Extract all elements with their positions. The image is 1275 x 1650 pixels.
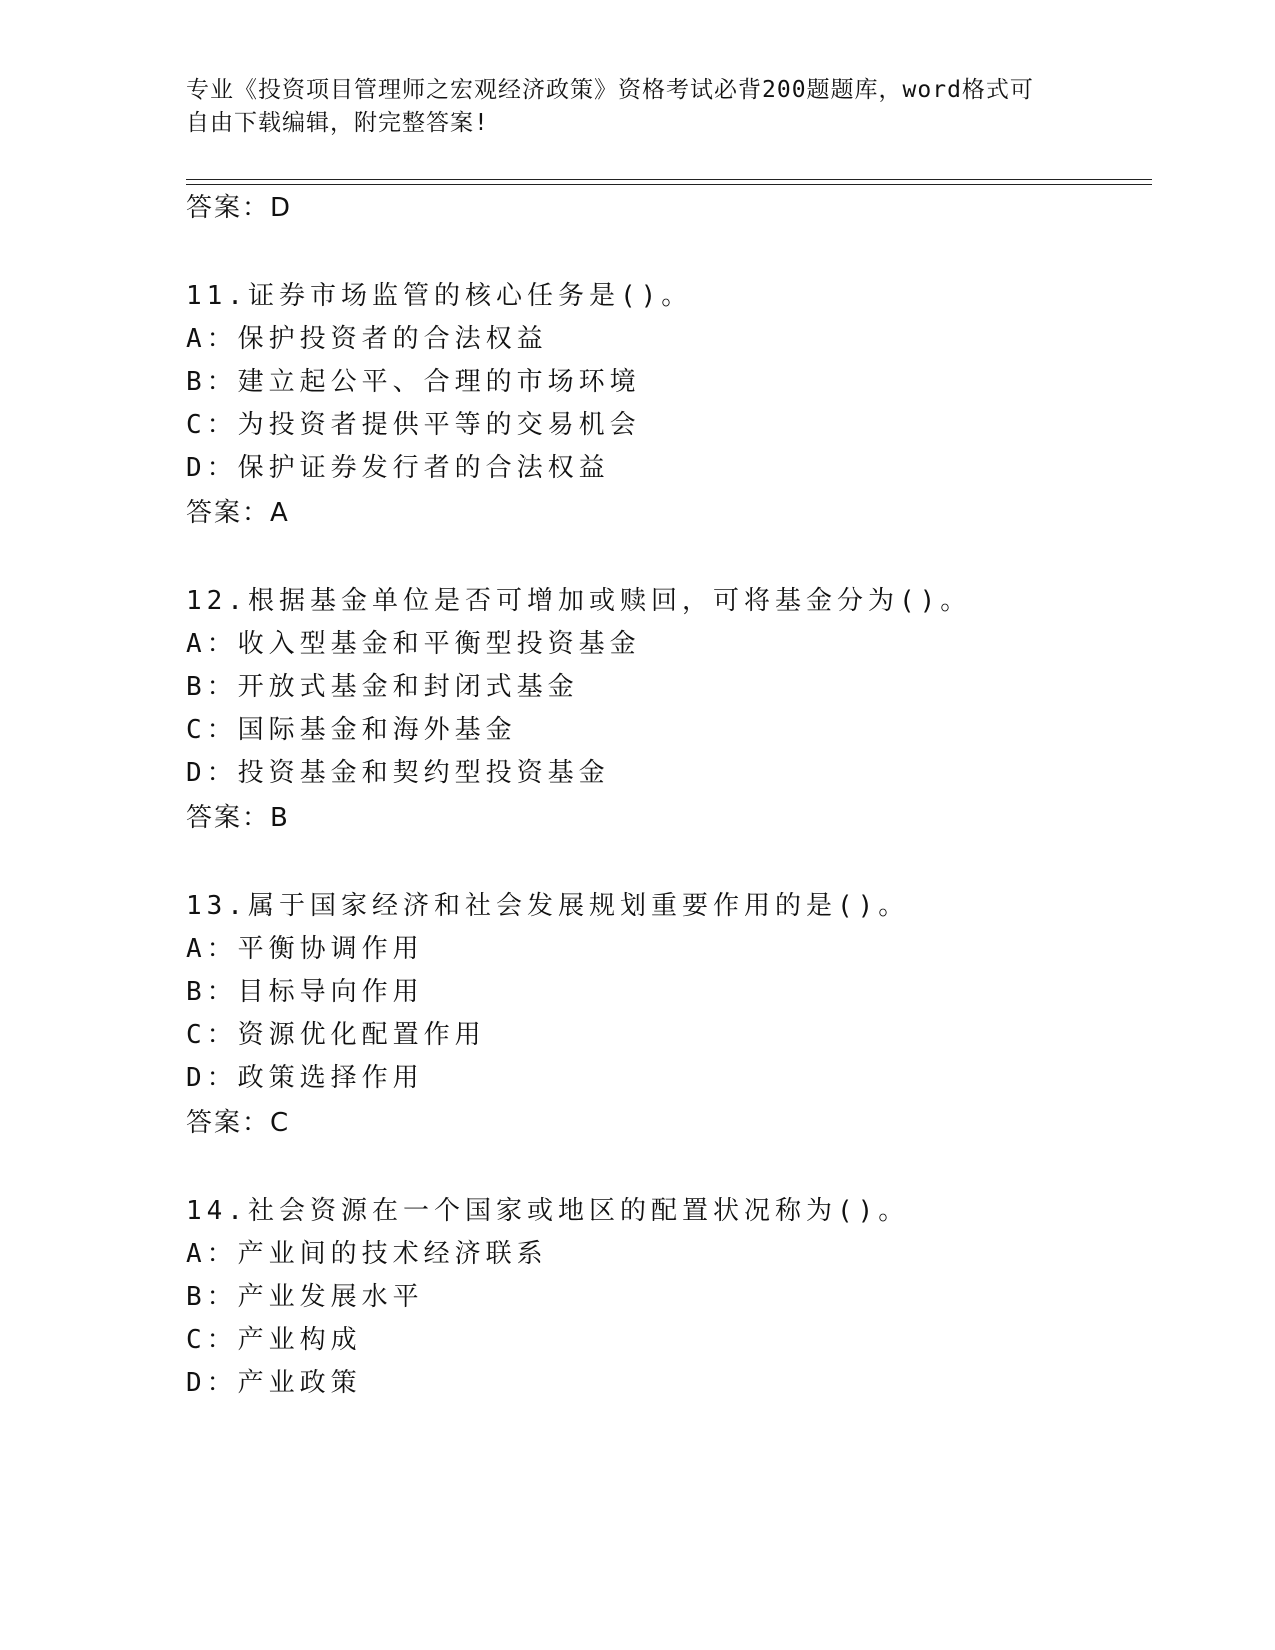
question-11-option-d: D：保护证券发行者的合法权益 [186,453,610,483]
header-rule-top [186,179,1152,180]
question-11-answer: 答案：A [186,498,290,528]
question-11-option-c: C：为投资者提供平等的交易机会 [186,410,641,440]
question-14-option-d: D：产业政策 [186,1368,362,1398]
question-12-option-c: C：国际基金和海外基金 [186,715,517,745]
question-13-option-b: B：目标导向作用 [186,977,424,1007]
document-header [186,74,1086,140]
question-14-option-a: A：产业间的技术经济联系 [186,1239,548,1269]
question-14-stem: 14.社会资源在一个国家或地区的配置状况称为()。 [186,1196,910,1226]
question-11-option-b: B：建立起公平、合理的市场环境 [186,367,641,397]
question-12-answer: 答案：B [186,803,290,833]
question-11-option-a: A：保护投资者的合法权益 [186,324,548,354]
question-12-option-b: B：开放式基金和封闭式基金 [186,672,579,702]
question-12-option-a: A：收入型基金和平衡型投资基金 [186,629,641,659]
answer-previous: 答案：D [186,193,293,223]
header-line-2: 自由下载编辑，附完整答案! [186,110,489,136]
question-14-option-c: C：产业构成 [186,1325,362,1355]
question-13-option-d: D：政策选择作用 [186,1063,424,1093]
question-13-option-a: A：平衡协调作用 [186,934,424,964]
question-13-stem: 13.属于国家经济和社会发展规划重要作用的是()。 [186,891,910,921]
question-12-option-d: D：投资基金和契约型投资基金 [186,758,610,788]
header-line-1: 专业《投资项目管理师之宏观经济政策》资格考试必背200题题库，word格式可 [186,77,1034,103]
header-rule-bottom [186,184,1152,185]
question-12-stem: 12.根据基金单位是否可增加或赎回，可将基金分为()。 [186,586,972,616]
question-11-stem: 11.证券市场监管的核心任务是()。 [186,281,693,311]
question-13-answer: 答案：C [186,1108,291,1138]
question-14-option-b: B：产业发展水平 [186,1282,424,1312]
question-13-option-c: C：资源优化配置作用 [186,1020,486,1050]
